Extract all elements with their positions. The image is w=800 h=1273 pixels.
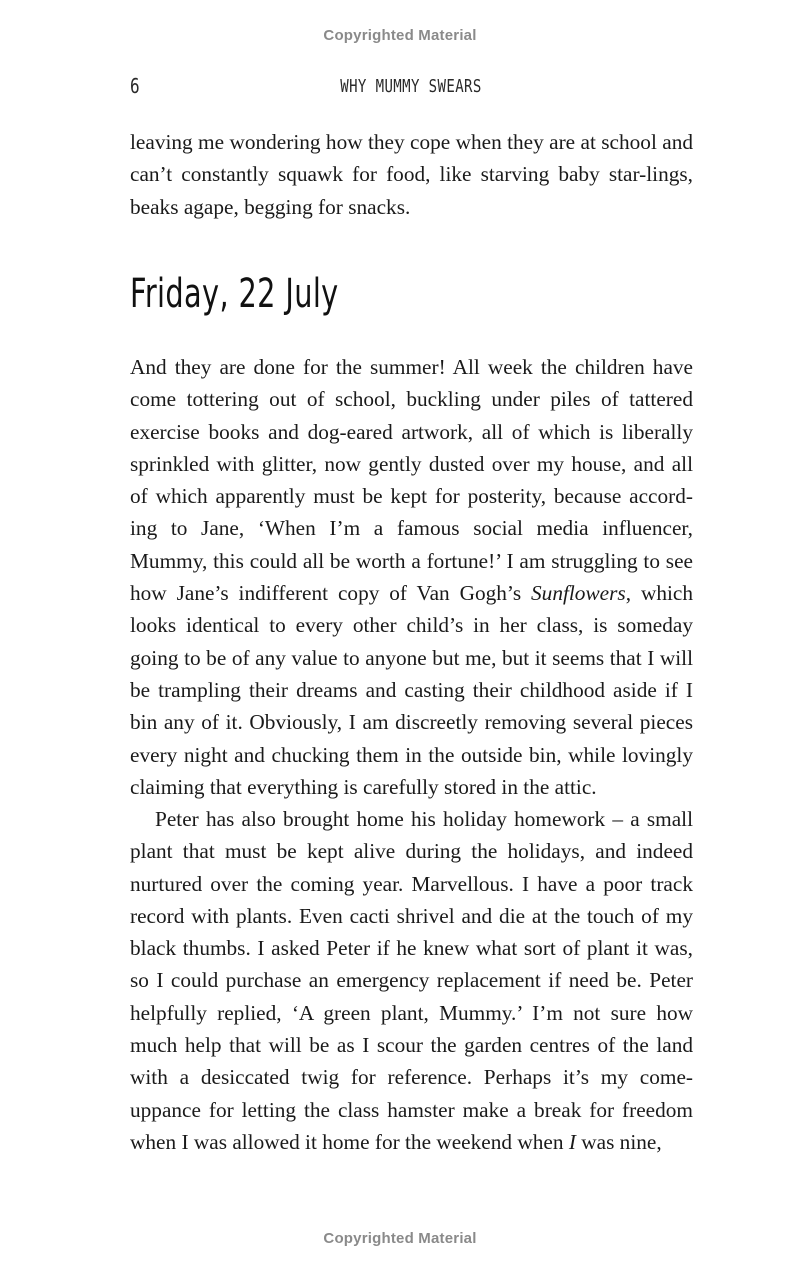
- entry-paragraph-2: [130, 803, 693, 1158]
- emphasis-italic: I: [568, 1129, 576, 1154]
- running-header: [130, 74, 692, 104]
- running-title: WHY MUMMY SWEARS: [340, 76, 482, 97]
- paragraph-2-text-b: was nine,: [575, 1129, 662, 1154]
- paragraph-2-text-a: Peter has also brought home his holiday homework – a small plant that must be kept alive during the holidays, and indeed nurtured over the coming year. Marvellous. I have a poor track record with plants. Even cacti shrivel and die at the touch of my black thumbs. I asked Peter if he knew what sort of plant it was, so I could purchase an emergency replacement if need be. Peter helpfully replied, ‘A green plant, Mummy.’ I’m not sure how much help that will be as I scour the garden centres of the land with a desiccated twig for reference. Perhaps it’s my come-uppance for letting the class hamster make a break for freedom when I was allowed it home for the weekend when: [130, 807, 693, 1154]
- page-number: 6: [130, 74, 140, 98]
- copyright-watermark-bottom: Copyrighted Material: [323, 1230, 477, 1247]
- continuation-paragraph: leaving me wondering how they cope when they are at school and can’t constantly squawk for food, like starving baby star-lings, beaks agape, begging for snacks.: [130, 130, 693, 219]
- diary-entry-heading: Friday, 22 July: [130, 271, 339, 317]
- copyright-watermark-top: Copyrighted Material: [323, 27, 477, 44]
- entry-paragraph-1: [130, 351, 693, 803]
- paragraph-1-text-a: And they are done for the summer! All week the children have come tottering out of school, buckling under piles of tattered exercise books and dog-eared artwork, all of which is liberally sprinkled with glitter, now gently dusted over my house, and all of which apparently must be kept for posterity, because accord-ing to Jane, ‘When I’m a famous social media influencer, Mummy, this could all be worth a fortune!’ I am struggling to see how Jane’s indifferent copy of Van Gogh’s: [130, 355, 693, 606]
- paragraph-1-text-b: , which looks identical to every other child’s in her class, is someday going to be of any value to anyone but me, but it seems that I will be trampling their dreams and casting their childhood aside if I bin any of it. Obviously, I am discreetly removing several pieces every night and chucking them in the outside bin, while lovingly claiming that everything is carefully stored in the attic.: [130, 581, 693, 799]
- artwork-title-italic: Sunflowers: [531, 581, 626, 606]
